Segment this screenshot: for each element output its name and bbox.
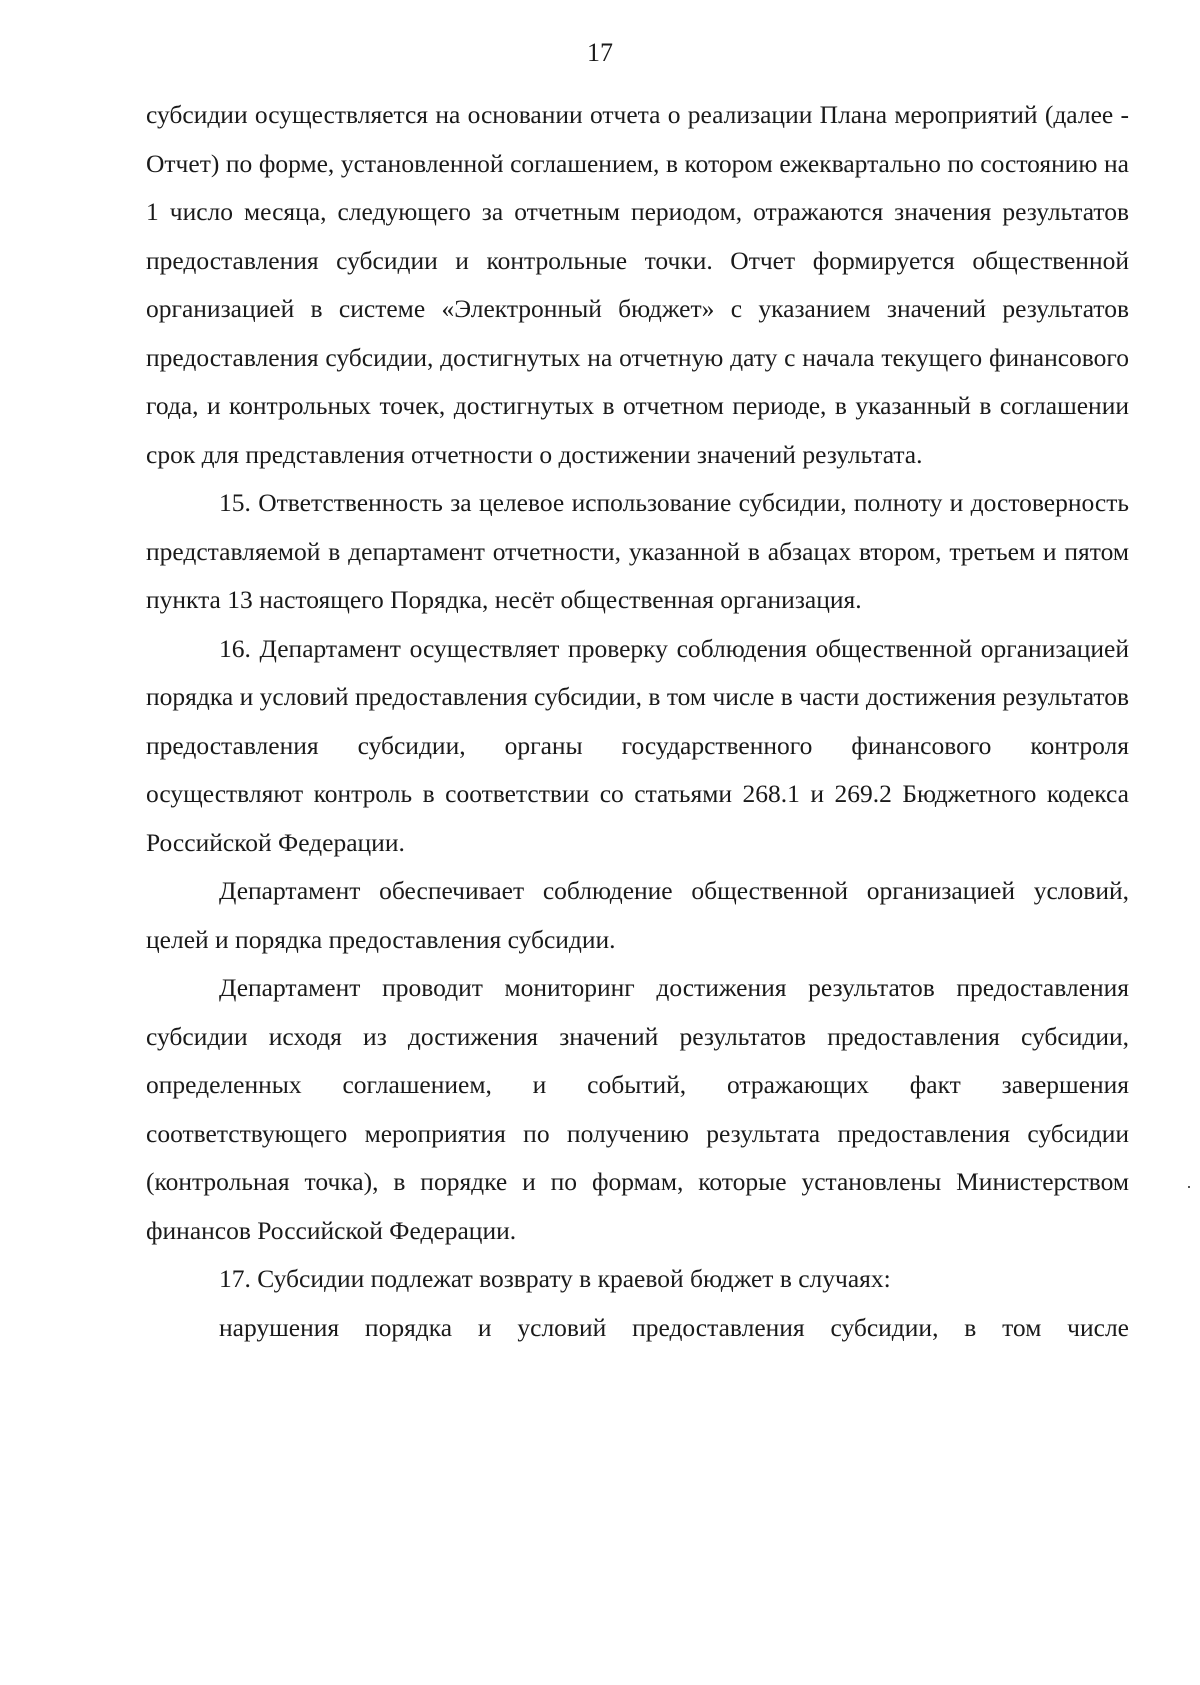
- paragraph-report-procedure: субсидии осуществляется на основании отчета о реализации Плана мероприятий (далее - Отчет) по форме, установленной соглашением, в котором ежеквартально по состоянию на 1 число месяца, следующего за отчетным периодом, отражаются значения результатов предоставления субсидии и контрольные точки. Отчет формируется общественной организацией в системе «Электронный бюджет» с указанием значений результатов предоставления субсидии, достигнутых на отчетную дату с начала текущего финансового года, и контрольных точек, достигнутых в отчетном периоде, в указанный в соглашении срок для представления отчетности о достижении значений результата.: [146, 100, 1129, 469]
- paragraph-16-inspection: 16. Департамент осуществляет проверку соблюдения общественной организацией порядка и условий предоставления субсидии, в том числе в части достижения результатов предоставления субсидии, органы государственного финансового контроля осуществляют контроль в соответствии со статьями 268.1 и 269.2 Бюджетного кодекса Российской Федерации.: [146, 633, 1129, 857]
- paragraph-17-return: 17. Субсидии подлежат возврату в краевой бюджет в случаях:: [219, 1264, 891, 1293]
- page-number: 17: [587, 38, 613, 67]
- paragraph-15-responsibility: 15. Ответственность за целевое использование субсидии, полноту и достоверность представляемой в департамент отчетности, указанной в абзацах втором, третьем и пятом пункта 13 настоящего Порядка, несёт общественная организация.: [146, 488, 1129, 614]
- paragraph-department-ensures: Департамент обеспечивает соблюдение общественной организацией условий, целей и порядка предоставления субсидии.: [146, 876, 1129, 954]
- paragraph-violation: нарушения порядка и условий предоставления субсидии, в том числе: [219, 1312, 1129, 1342]
- scan-speck: [1188, 1186, 1190, 1188]
- paragraph-department-monitoring: Департамент проводит мониторинг достижения результатов предоставления субсидии исходя из достижения значений результатов предоставления субсидии, определенных соглашением, и событий, отражающих факт завершения соответствующего мероприятия по получению результата предоставления субсидии (контрольная точка), в порядке и по формам, которые установлены Министерством финансов Российской Федерации.: [146, 973, 1129, 1245]
- document-body: [146, 91, 1129, 1352]
